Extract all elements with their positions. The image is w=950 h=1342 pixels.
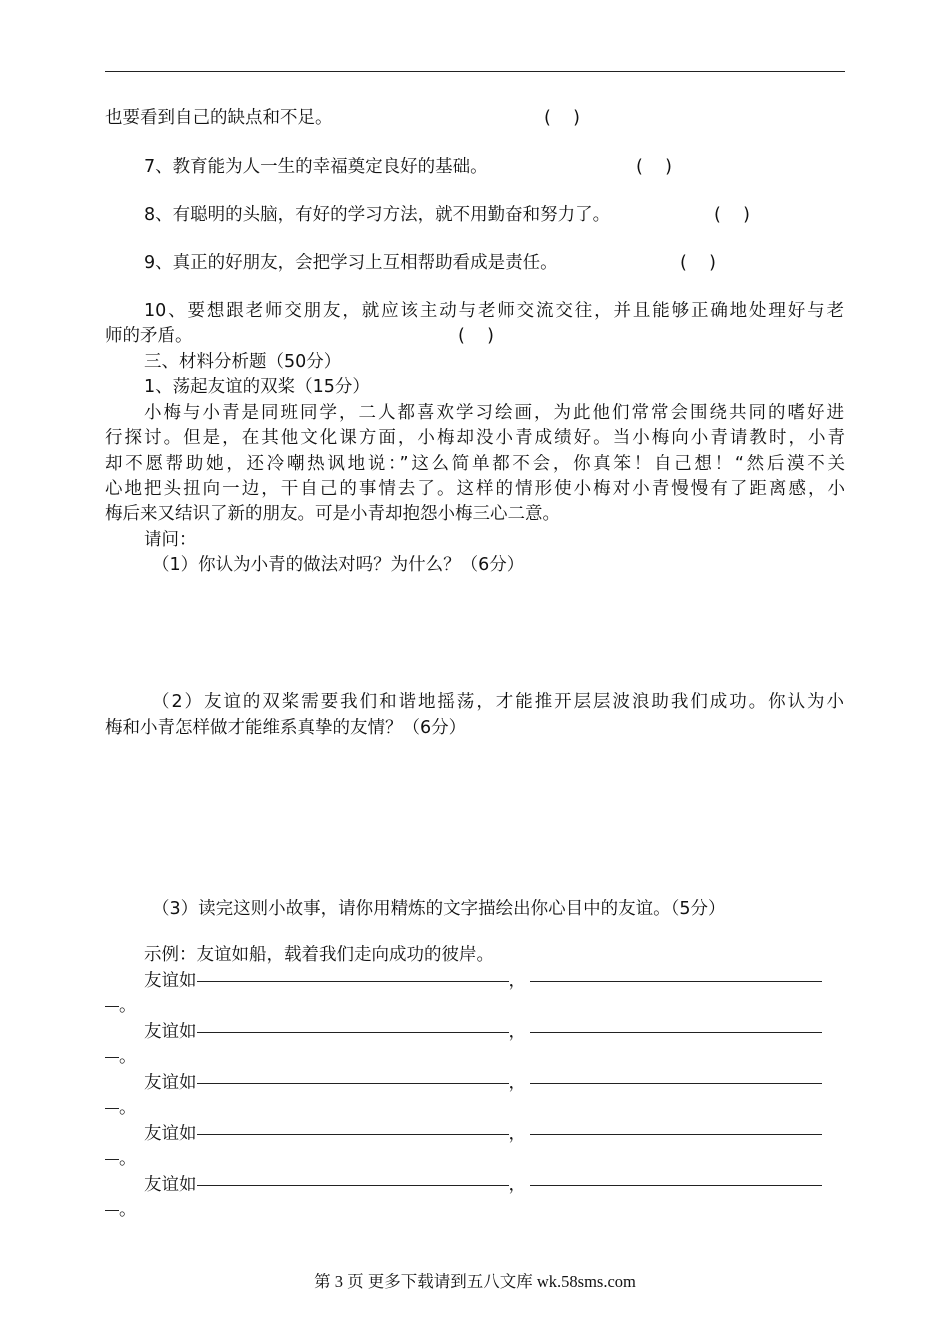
blank-5a[interactable] xyxy=(197,1185,509,1186)
answer-paren-6[interactable]: ( ) xyxy=(544,108,580,128)
sub-question-1: （1）你认为小青的做法对吗？为什么？（6分） xyxy=(152,555,525,575)
q1-title: 1、荡起友谊的双桨（15分） xyxy=(144,377,370,397)
item10-line2: 师的矛盾。 xyxy=(105,326,193,346)
fill-line-2[interactable] xyxy=(144,1020,844,1044)
answer-paren-9[interactable]: ( ) xyxy=(680,253,716,273)
fill-line-3[interactable] xyxy=(144,1071,844,1095)
fill-comma: ， xyxy=(508,1175,526,1195)
fill-comma: ， xyxy=(508,1124,526,1144)
fill-comma: ， xyxy=(508,971,526,991)
fill-prefix: 友谊如 xyxy=(144,1175,197,1195)
item6-tail: 也要看到自己的缺点和不足。 xyxy=(105,108,333,128)
fill-end-4: 。 xyxy=(105,1147,845,1171)
item9: 9、真正的好朋友，会把学习上互相帮助看成是责任。 xyxy=(144,253,558,273)
blank-1a[interactable] xyxy=(197,981,509,982)
fill-line-1[interactable] xyxy=(144,969,844,993)
fill-end-5: 。 xyxy=(105,1198,845,1222)
blank-5b[interactable] xyxy=(530,1185,822,1186)
fill-line-4[interactable] xyxy=(144,1122,844,1146)
answer-paren-7[interactable]: ( ) xyxy=(636,157,672,177)
blank-3b[interactable] xyxy=(530,1083,822,1084)
blank-4b[interactable] xyxy=(530,1134,822,1135)
story-line-5: 梅后来又结识了新的朋友。可是小青却抱怨小梅三心二意。 xyxy=(105,504,560,524)
story-line-3: 却不愿帮助她，还冷嘲热讽地说：”这么简单都不会，你真笨！自己想！“然后漠不关 xyxy=(105,454,845,474)
item8: 8、有聪明的头脑，有好的学习方法，就不用勤奋和努力了。 xyxy=(144,205,611,225)
ask-label: 请问： xyxy=(144,530,197,550)
blank-2b[interactable] xyxy=(530,1032,822,1033)
fill-prefix: 友谊如 xyxy=(144,1124,197,1144)
example-text: 示例：友谊如船，载着我们走向成功的彼岸。 xyxy=(144,945,494,965)
fill-comma: ， xyxy=(508,1073,526,1093)
header-rule xyxy=(105,71,845,72)
blank-2a[interactable] xyxy=(197,1032,509,1033)
story-line-4: 心地把头扭向一边，干自己的事情去了。这样的情形使小梅对小青慢慢有了距离感，小 xyxy=(105,479,845,499)
item10-line1: 10、要想跟老师交朋友，就应该主动与老师交流交往，并且能够正确地处理好与老 xyxy=(144,301,844,321)
fill-line-5[interactable] xyxy=(144,1173,844,1197)
blank-3a[interactable] xyxy=(197,1083,509,1084)
sub-question-2-line1: （2）友谊的双桨需要我们和谐地摇荡，才能推开层层波浪助我们成功。你认为小 xyxy=(152,692,844,712)
sub-question-3: （3）读完这则小故事，请你用精炼的文字描绘出你心目中的友谊。（5分） xyxy=(152,899,726,919)
story-line-1: 小梅与小青是同班同学，二人都喜欢学习绘画，为此他们常常会围绕共同的嗜好进 xyxy=(144,403,844,423)
fill-end-2: 。 xyxy=(105,1045,845,1069)
fill-prefix: 友谊如 xyxy=(144,1022,197,1042)
answer-paren-10[interactable]: ( ) xyxy=(458,326,494,346)
section3-heading: 三、材料分析题（50分） xyxy=(144,352,342,372)
fill-prefix: 友谊如 xyxy=(144,1073,197,1093)
blank-4a[interactable] xyxy=(197,1134,509,1135)
sub-question-2-line2: 梅和小青怎样做才能维系真挚的友情？（6分） xyxy=(105,718,467,738)
blank-1b[interactable] xyxy=(530,981,822,982)
answer-paren-8[interactable]: ( ) xyxy=(714,205,750,225)
page-footer: 第 3 页 更多下载请到五八文库 wk.58sms.com xyxy=(314,1272,636,1291)
item7: 7、教育能为人一生的幸福奠定良好的基础。 xyxy=(144,157,488,177)
fill-prefix: 友谊如 xyxy=(144,971,197,991)
fill-end-3: 。 xyxy=(105,1096,845,1120)
fill-comma: ， xyxy=(508,1022,526,1042)
story-line-2: 行探讨。但是，在其他文化课方面，小梅却没小青成绩好。当小梅向小青请教时，小青 xyxy=(105,428,845,448)
fill-end-1: 。 xyxy=(105,994,845,1018)
